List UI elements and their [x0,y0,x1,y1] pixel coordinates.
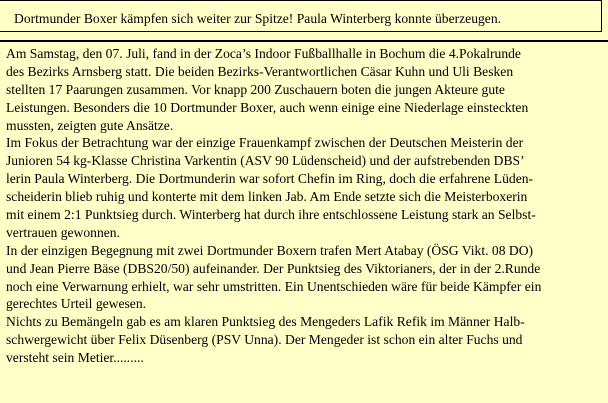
article-line: schwergewicht über Felix Düsenberg (PSV Unna). Der Mengeder ist schon ein alter Fuchs und [6,332,523,348]
article-line: lerin Paula Winterberg. Die Dortmunderin war sofort Chefin im Ring, doch die erfahrene Lüden- [6,171,534,187]
article-line: Leistungen. Besonders die 10 Dortmunder Boxer, auch wenn einige eine Niederlage einsteckten [6,99,529,115]
article-line: Im Fokus der Betrachtung war der einzige Frauenkampf zwischen der Deutschen Meisterin der [6,135,524,151]
article-line: Nichts zu Bemängeln gab es am klaren Punktsieg des Mengeders Lafik Refik im Männer Halb- [6,314,525,330]
article-line: stellten 17 Paarungen zusammen. Vor knapp 200 Zuschauern boten die jungen Akteure gute [6,81,505,97]
article-line: vertrauen gewonnen. [6,224,120,240]
article-line: noch eine Verwarnung erhielt, war sehr umstritten. Ein Unentschieden wäre für beide Kämpfer ein [6,278,542,294]
article-line: mussten, zeigten gute Ansätze. [6,117,174,133]
headline: Dortmunder Boxer kämpfen sich weiter zur Spitze! Paula Winterberg konnte überzeugen. [14,11,502,26]
divider-rule [0,40,608,42]
article-line: versteht sein Metier......... [6,350,144,366]
article-line: gerechtes Urteil gewesen. [6,296,147,312]
article-body [6,45,606,367]
article-line: des Bezirks Arnsberg statt. Die beiden Bezirks-Verantwortlichen Cäsar Kuhn und Uli Besken [6,63,514,79]
article-line: In der einzigen Begegnung mit zwei Dortmunder Boxern trafen Mert Atabay (ÖSG Vikt. 08 DO) [6,242,534,258]
headline-box [0,0,602,32]
article-line: Junioren 54 kg-Klasse Christina Varkentin (ASV 90 Lüdenscheid) und der aufstrebenden DBS’ [6,153,525,169]
article-line: und Jean Pierre Bäse (DBS20/50) aufeinander. Der Punktsieg des Viktorianers, der in der 2.Runde [6,260,541,276]
article-line: scheiderin blieb ruhig und konterte mit dem linken Jab. Am Ende setzte sich die Meisterboxerin [6,189,528,205]
article-line: mit einem 2:1 Punktsieg durch. Winterberg hat durch ihre entschlossene Leistung stark an Selbst- [6,207,536,223]
article-line: Am Samstag, den 07. Juli, fand in der Zoca’s Indoor Fußballhalle in Bochum die 4.Pokalrunde [6,46,521,61]
